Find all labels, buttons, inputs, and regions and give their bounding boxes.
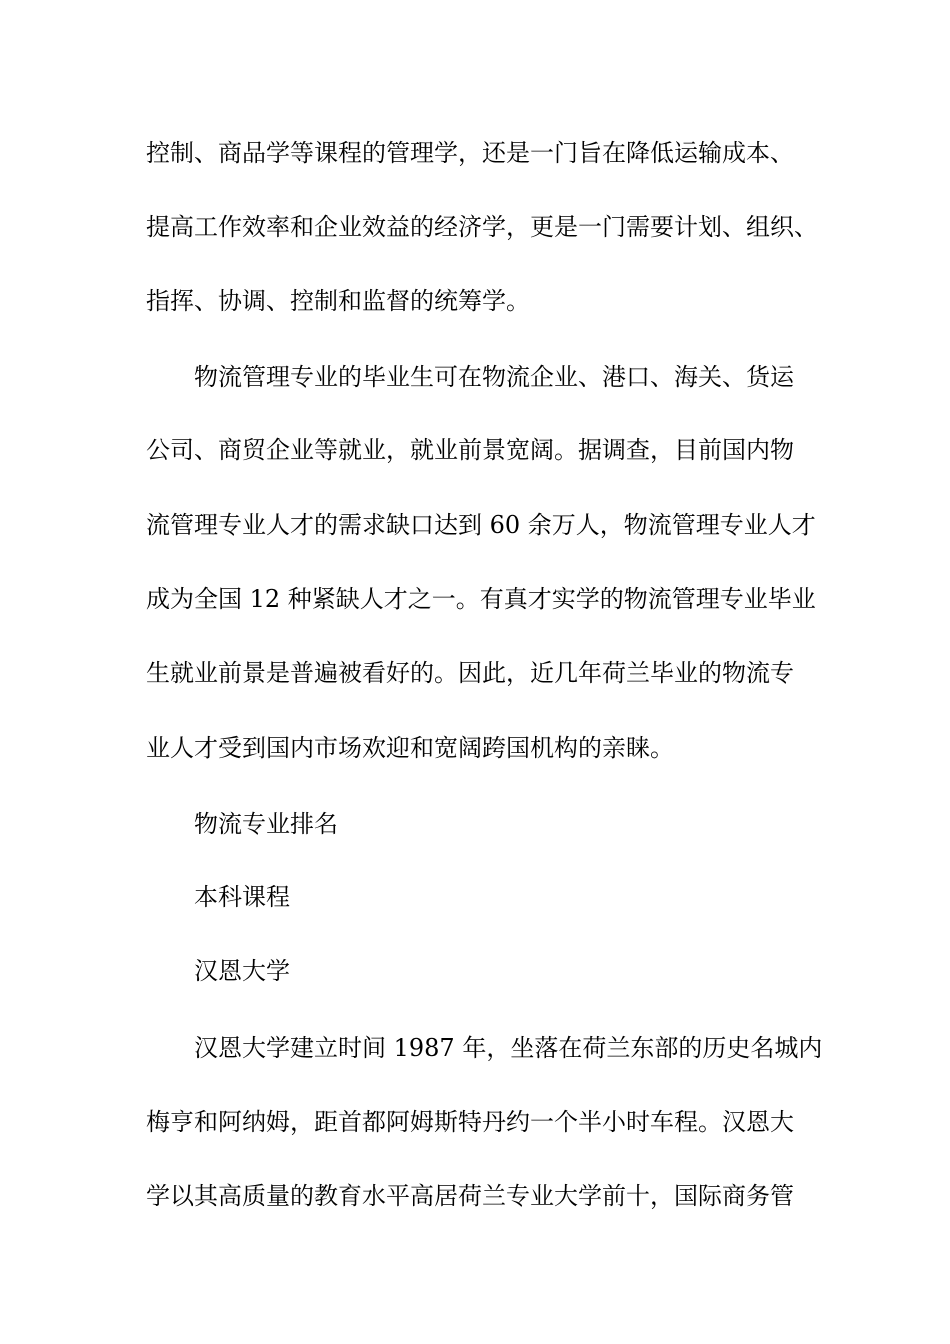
- body-line-1: 控制、商品学等课程的管理学，还是一门旨在降低运输成本、: [146, 139, 794, 167]
- body-line-3: 指挥、协调、控制和监督的统筹学。: [146, 287, 530, 315]
- section-heading-han-university: 汉恩大学: [194, 957, 290, 985]
- body-line-6: 流管理专业人才的需求缺口达到 60 余万人，物流管理专业人才: [146, 511, 816, 539]
- body-line-8: 生就业前景是普遍被看好的。因此，近几年荷兰毕业的物流专: [146, 659, 794, 687]
- body-line-7: 成为全国 12 种紧缺人才之一。有真才实学的物流管理专业毕业: [146, 585, 816, 613]
- body-line-2: 提高工作效率和企业效益的经济学，更是一门需要计划、组织、: [146, 213, 818, 241]
- section-heading-ranking: 物流专业排名: [194, 810, 338, 838]
- body-line-4: 物流管理专业的毕业生可在物流企业、港口、海关、货运: [194, 363, 794, 391]
- body-line-9: 业人才受到国内市场欢迎和宽阔跨国机构的亲睐。: [146, 734, 674, 762]
- body-line-13: 汉恩大学建立时间 1987 年，坐落在荷兰东部的历史名城内: [194, 1034, 823, 1062]
- body-line-5: 公司、商贸企业等就业，就业前景宽阔。据调查，目前国内物: [146, 436, 794, 464]
- body-line-14: 梅亨和阿纳姆，距首都阿姆斯特丹约一个半小时车程。汉恩大: [146, 1108, 794, 1136]
- section-heading-undergraduate: 本科课程: [194, 883, 290, 911]
- body-line-15: 学以其高质量的教育水平高居荷兰专业大学前十，国际商务管: [146, 1182, 794, 1210]
